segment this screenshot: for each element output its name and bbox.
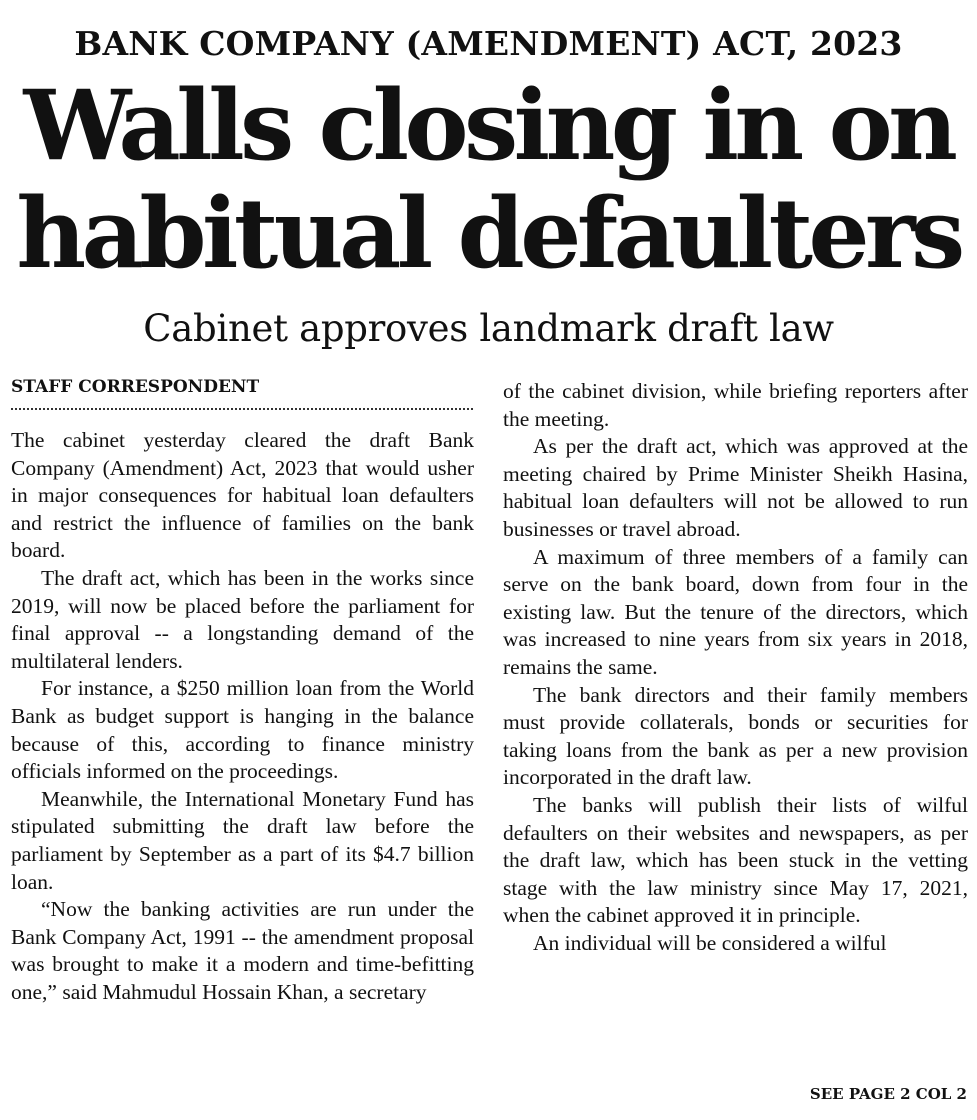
paragraph: For instance, a $250 million loan from the World Bank as budget support is hanging in the balance because of this, according to finance ministry officials informed on the proceedings. <box>11 676 474 784</box>
paragraph: Meanwhile, the International Monetary Fund has stipulated submitting the draft law before the parliament by September as a part of its $4.7 billion loan. <box>11 786 474 894</box>
paragraph: The bank directors and their family members must provide collaterals, bonds or securities for taking loans from the bank as per a new provision incorporated in the draft law. <box>503 682 968 790</box>
paragraph: The cabinet yesterday cleared the draft Bank Company (Amendment) Act, 2023 that would usher in major consequences for habitual loan defaulters and restrict the influence of families on the bank board. <box>11 428 474 563</box>
body-column-left <box>11 427 474 1006</box>
headline-line-2: habitual defaulters <box>16 177 961 290</box>
headline-line-1: Walls closing in on <box>23 69 954 182</box>
paragraph: An individual will be considered a wilful <box>533 930 887 955</box>
paragraph: A maximum of three members of a family can serve on the bank board, down from four in the existing law. But the tenure of the directors, which was increased to nine years from six years in 2018, remains the same. <box>503 544 968 679</box>
subheadline: Cabinet approves landmark draft law <box>143 307 834 350</box>
paragraph-continued: of the cabinet division, while briefing reporters after the meeting. <box>503 379 968 431</box>
paragraph: The banks will publish their lists of wilful defaulters on their websites and newspapers, as per the draft law, which has been stuck in the vetting stage with the law ministry since May 17, 2021, when the cabinet approved it in principle. <box>503 792 968 928</box>
paragraph: “Now the banking activities are run under the Bank Company Act, 1991 -- the amendment proposal was brought to make it a modern and time-befitting one,” said Mahmudul Hossain Khan, a secretary <box>11 897 474 1004</box>
kicker: BANK COMPANY (AMENDMENT) ACT, 2023 <box>74 24 903 63</box>
paragraph: As per the draft act, which was approved at the meeting chaired by Prime Minister Sheikh Hasina, habitual loan defaulters will not be allowed to run businesses or travel abroad. <box>503 434 968 541</box>
paragraph: The draft act, which has been in the works since 2019, will now be placed before the parliament for final approval -- a longstanding demand of the multilateral lenders. <box>11 565 474 673</box>
body-column-right <box>503 378 968 957</box>
continuation-jump-line: SEE PAGE 2 COL 2 <box>809 1085 967 1103</box>
byline: STAFF CORRESPONDENT <box>11 374 473 410</box>
headline <box>0 69 977 290</box>
